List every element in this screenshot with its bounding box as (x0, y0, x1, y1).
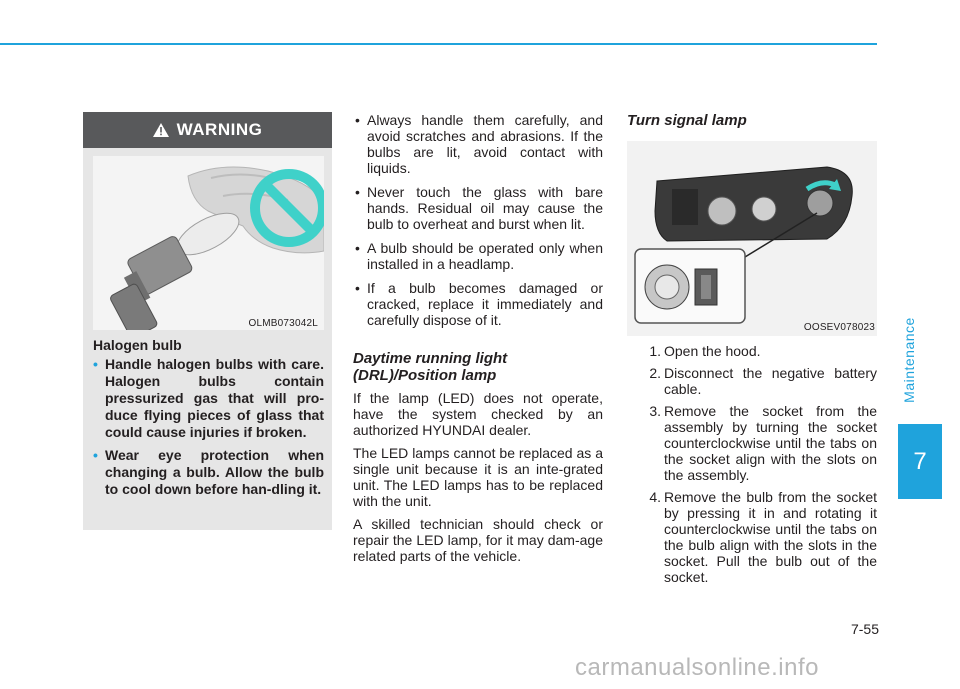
drl-section-title: Daytime running light (DRL)/Position lamp (353, 350, 508, 384)
warning-box (83, 112, 332, 530)
warning-item (93, 447, 324, 498)
header-rule (0, 43, 877, 45)
turn-signal-section-title: Turn signal lamp (627, 112, 747, 129)
chapter-number-tab: 7 (898, 424, 942, 499)
step-text: Open the hood. (664, 343, 761, 359)
warning-subheading: Halogen bulb (93, 337, 182, 353)
right-column-heading (627, 112, 877, 137)
warning-item-text: Handle halogen bulbs with care. Halogen bulbs contain pressurized gas that will pro-duce flying pieces of glass that could cause injuries if broken. (105, 356, 324, 440)
warning-title: WARNING (176, 120, 263, 139)
bullet-text: If a bulb becomes damaged or cracked, replace it immediately and carefully dispose of it. (367, 280, 603, 328)
chapter-side-label (898, 300, 920, 420)
bullet-text: Never touch the glass with bare hands. Residual oil may cause the bulb to overheat and burst when lit. (367, 184, 603, 232)
warning-triangle-icon (153, 123, 169, 137)
list-item: • Never touch the glass with bare hands. Residual oil may cause the bulb to overheat and burst when lit. (355, 184, 603, 232)
step-number: 2. (649, 365, 661, 381)
drl-paragraph: The LED lamps cannot be replaced as a single unit because it is an inte-grated unit. The LED lamps has to be replaced with the unit. (353, 445, 603, 509)
step-item (645, 489, 877, 585)
warning-body (93, 337, 324, 504)
step-text: Remove the bulb from the socket by pressing it in and rotating it counterclockwise until the tabs on the bulb align with the slots in the socket. Pull the bulb out of the socket. (664, 489, 877, 585)
watermark: carmanualsonline.info (575, 654, 819, 681)
warning-item (93, 356, 324, 441)
page-number: 7-55 (850, 621, 879, 637)
chapter-label-text: Maintenance (901, 317, 917, 403)
bullet-dot: • (93, 356, 98, 372)
warning-header (83, 112, 332, 148)
step-number: 1. (649, 343, 661, 359)
list-item: • A bulb should be operated only when installed in a headlamp. (355, 240, 603, 272)
list-item: • Always handle them carefully, and avoid scratches and abrasions. If the bulbs are lit, avoid contact with liquids. (355, 112, 603, 176)
step-item (645, 403, 877, 483)
step-item (645, 365, 877, 397)
list-item: • If a bulb becomes damaged or cracked, replace it immediately and carefully dispose of it. (355, 280, 603, 328)
bullet-dot: • (93, 447, 98, 463)
drl-paragraph: If the lamp (LED) does not operate, have the system checked by an authorized HYUNDAI dealer. (353, 390, 603, 438)
turn-signal-steps (645, 343, 877, 591)
step-number: 4. (649, 489, 661, 505)
warning-item-text: Wear eye protection when changing a bulb. Allow the bulb to cool down before han-dling it. (105, 447, 324, 497)
middle-column (353, 112, 603, 571)
turn-signal-lamp-illustration (627, 141, 877, 336)
drl-paragraph: A skilled technician should check or repair the LED lamp, for it may dam-age related parts of the vehicle. (353, 516, 603, 564)
step-number: 3. (649, 403, 661, 419)
step-text: Remove the socket from the assembly by turning the socket counterclockwise until the tabs on the socket align with the slots on the assembly. (664, 403, 877, 483)
step-text: Disconnect the negative battery cable. (664, 365, 877, 397)
bullet-text: Always handle them carefully, and avoid scratches and abrasions. If the bulbs are lit, avoid contact with liquids. (367, 112, 603, 176)
halogen-bulb-illustration (93, 156, 324, 330)
turn-signal-image-code: OOSEV078023 (803, 322, 875, 333)
step-item (645, 343, 877, 359)
warning-image-code: OLMB073042L (248, 318, 318, 329)
bullet-text: A bulb should be operated only when installed in a headlamp. (367, 240, 603, 272)
